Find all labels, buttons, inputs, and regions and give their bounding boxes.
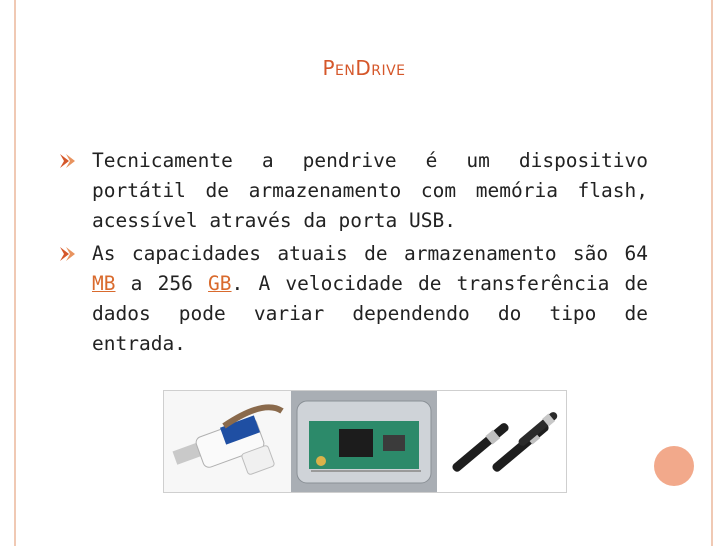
arrow-bullet-icon (60, 154, 76, 168)
bullet-text: Tecnicamente a pendrive é um dispositivo portátil de armazenamento com memória flash, acessível através da porta USB. (92, 149, 648, 232)
bullet-text-part: . A velocidade de transferência de dados pode variar dependendo do tipo de entrada. (92, 272, 648, 355)
left-frame-line (14, 0, 16, 546)
usb-stick-picture (164, 391, 291, 492)
right-frame-line (711, 0, 713, 546)
circuit-board-picture (291, 391, 437, 492)
decorative-circle (654, 446, 694, 486)
arrow-bullet-icon (60, 247, 76, 261)
pen-drives-picture (437, 391, 566, 492)
bullet-text-part: a 256 (115, 272, 209, 295)
pendrive-photo (163, 390, 567, 493)
bullet-item-1 (60, 146, 648, 236)
gb-link[interactable]: GB (208, 272, 232, 295)
bullet-item-2 (60, 239, 648, 359)
mb-link[interactable]: MB (92, 272, 116, 295)
slide-title: PENDRIVE (322, 56, 406, 80)
bullet-text-part: As capacidades atuais de armazenamento são 64 (92, 242, 648, 265)
bullet-list (60, 146, 648, 362)
